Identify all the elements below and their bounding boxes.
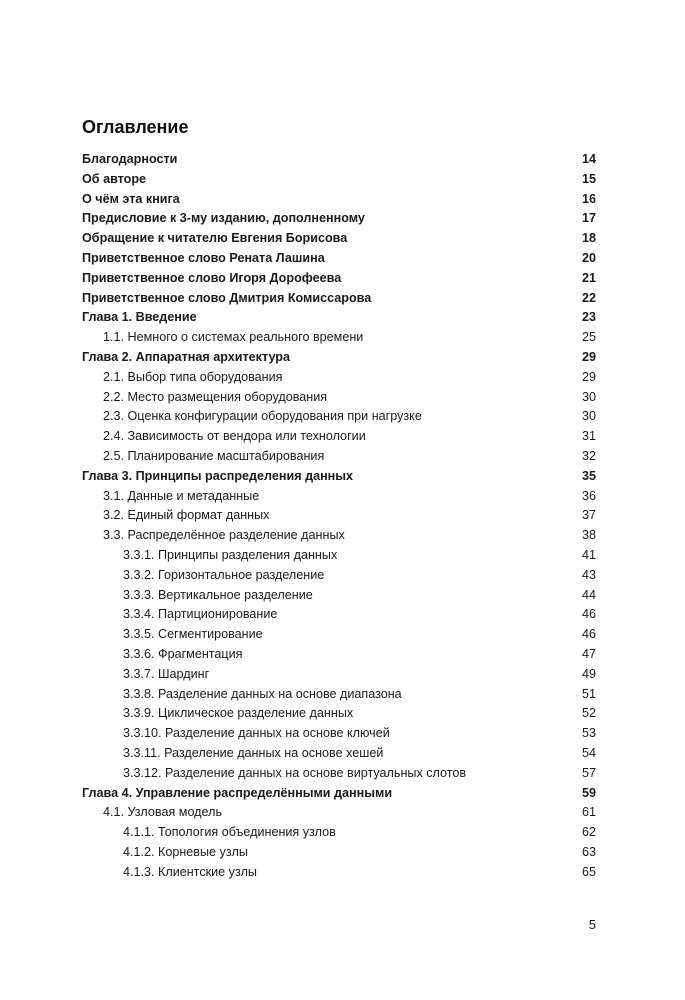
toc-entry-page: 36	[581, 488, 596, 503]
toc-entry-title: 3.3.11. Разделение данных на основе хешей	[123, 745, 384, 760]
toc-entry[interactable]	[82, 407, 596, 427]
toc-entry-page: 18	[581, 231, 596, 246]
toc-entry-page: 29	[581, 369, 596, 384]
toc-entry[interactable]	[82, 209, 596, 229]
toc-entry-title: Приветственное слово Дмитрия Комиссарова	[82, 290, 372, 305]
toc-entry-page: 62	[581, 825, 596, 840]
toc-entry-page: 43	[581, 567, 596, 582]
toc-entry-title: 4.1.2. Корневые узлы	[123, 844, 248, 859]
toc-entry[interactable]	[82, 665, 596, 685]
toc-entry-page: 23	[581, 310, 596, 325]
toc-entry[interactable]	[82, 863, 596, 883]
toc-entry-page: 21	[581, 270, 596, 285]
toc-entry-page: 32	[581, 448, 596, 463]
toc-entry[interactable]	[82, 605, 596, 625]
toc-entry[interactable]	[82, 744, 596, 764]
toc-entry[interactable]	[82, 190, 596, 210]
toc-entry-title: 3.3.4. Партиционирование	[123, 607, 278, 622]
toc-entry-page: 44	[581, 587, 596, 602]
toc-entry-page: 63	[581, 844, 596, 859]
toc-entry-page: 30	[581, 389, 596, 404]
toc-entry[interactable]	[82, 704, 596, 724]
toc-entry[interactable]	[82, 566, 596, 586]
toc-entry-title: 3.3. Распределённое разделение данных	[103, 528, 345, 543]
toc-entry[interactable]	[82, 308, 596, 328]
toc-entry-title: 3.3.5. Сегментирование	[123, 627, 263, 642]
toc-entry-page: 29	[581, 349, 596, 364]
toc-entry-title: Глава 3. Принципы распределения данных	[82, 468, 354, 483]
toc-entry-page: 47	[581, 646, 596, 661]
toc-entry[interactable]	[82, 289, 596, 309]
toc-entry[interactable]	[82, 388, 596, 408]
toc-entry-title: Глава 4. Управление распределёнными данными	[82, 785, 393, 800]
toc-entry-title: 3.3.8. Разделение данных на основе диапазона	[123, 686, 402, 701]
toc-entry-page: 35	[581, 468, 596, 483]
toc-entry-page: 57	[581, 765, 596, 780]
toc-entry-page: 49	[581, 666, 596, 681]
toc-entry-page: 20	[581, 250, 596, 265]
toc-entry-title: 3.2. Единый формат данных	[103, 508, 270, 523]
toc-entry-title: 3.3.7. Шардинг	[123, 666, 210, 681]
toc-entry-page: 15	[581, 171, 596, 186]
toc-entry-page: 51	[581, 686, 596, 701]
toc-entry-title: 3.1. Данные и метаданные	[103, 488, 260, 503]
toc-entry[interactable]	[82, 586, 596, 606]
toc-entry[interactable]	[82, 348, 596, 368]
toc-entry[interactable]	[82, 506, 596, 526]
toc-entry[interactable]	[82, 645, 596, 665]
toc-entry-title: 3.3.9. Циклическое разделение данных	[123, 706, 354, 721]
toc-entry-title: 2.1. Выбор типа оборудования	[103, 369, 283, 384]
toc-entry-title: 2.4. Зависимость от вендора или технологии	[103, 429, 366, 444]
toc-entry-title: Глава 1. Введение	[82, 310, 197, 325]
toc-entry-title: Благодарности	[82, 152, 178, 166]
toc-entry[interactable]	[82, 229, 596, 249]
page-number: 5	[588, 917, 596, 932]
toc-entry-page: 22	[581, 290, 596, 305]
toc-entry-title: 2.3. Оценка конфигурации оборудования при нагрузке	[103, 409, 422, 424]
toc-list	[82, 150, 596, 882]
toc-entry-page: 14	[581, 152, 596, 166]
toc-entry[interactable]	[82, 427, 596, 447]
toc-entry[interactable]	[82, 328, 596, 348]
toc-entry-page: 17	[581, 211, 596, 226]
toc-entry-page: 38	[581, 528, 596, 543]
toc-entry-page: 25	[581, 330, 596, 345]
toc-entry[interactable]	[82, 269, 596, 289]
toc-entry[interactable]	[82, 803, 596, 823]
toc-entry-page: 16	[581, 191, 596, 206]
toc-entry[interactable]	[82, 368, 596, 388]
toc-entry-title: 3.3.1. Принципы разделения данных	[123, 547, 338, 562]
toc-entry[interactable]	[82, 843, 596, 863]
toc-entry-title: 2.2. Место размещения оборудования	[103, 389, 328, 404]
toc-entry-title: 2.5. Планирование масштабирования	[103, 448, 325, 463]
toc-entry[interactable]	[82, 823, 596, 843]
toc-entry-title: О чём эта книга	[82, 191, 180, 206]
toc-entry[interactable]	[82, 467, 596, 487]
toc-entry-title: Приветственное слово Рената Лашина	[82, 250, 325, 265]
toc-entry[interactable]	[82, 526, 596, 546]
toc-entry-page: 37	[581, 508, 596, 523]
toc-entry-title: 3.3.10. Разделение данных на основе ключей	[123, 726, 390, 741]
toc-entry-page: 61	[581, 805, 596, 820]
toc-entry[interactable]	[82, 447, 596, 467]
toc-entry-title: Глава 2. Аппаратная архитектура	[82, 349, 290, 364]
toc-entry[interactable]	[82, 249, 596, 269]
toc-entry-title: Обращение к читателю Евгения Борисова	[82, 231, 348, 246]
toc-entry-title: 3.3.2. Горизонтальное разделение	[123, 567, 325, 582]
toc-entry[interactable]	[82, 685, 596, 705]
toc-entry-page: 30	[581, 409, 596, 424]
toc-entry-page: 31	[581, 429, 596, 444]
toc-entry[interactable]	[82, 625, 596, 645]
toc-entry[interactable]	[82, 784, 596, 804]
toc-entry-page: 59	[581, 785, 596, 800]
toc-entry[interactable]	[82, 487, 596, 507]
toc-entry-page: 46	[581, 607, 596, 622]
toc-entry-page: 53	[581, 726, 596, 741]
toc-entry-title: 4.1. Узловая модель	[103, 805, 223, 820]
toc-entry[interactable]	[82, 150, 596, 170]
toc-entry-title: 3.3.6. Фрагментация	[123, 646, 243, 661]
toc-entry-title: 3.3.3. Вертикальное разделение	[123, 587, 313, 602]
toc-entry-page: 52	[581, 706, 596, 721]
toc-entry-page: 46	[581, 627, 596, 642]
toc-entry-title: Об авторе	[82, 171, 147, 186]
toc-entry-title: 4.1.1. Топология объединения узлов	[123, 825, 336, 840]
toc-entry-title: Предисловие к 3-му изданию, дополненному	[82, 211, 365, 226]
toc-entry[interactable]	[82, 764, 596, 784]
toc-entry-title: 1.1. Немного о системах реального времени	[103, 330, 364, 345]
toc-entry-title: 3.3.12. Разделение данных на основе виртуальных слотов	[123, 765, 467, 780]
toc-title: Оглавление	[82, 117, 189, 137]
toc-entry-page: 65	[581, 864, 596, 879]
toc-entry-page: 41	[581, 547, 596, 562]
toc-entry[interactable]	[82, 546, 596, 566]
toc-entry[interactable]	[82, 170, 596, 190]
toc-entry-page: 54	[581, 745, 596, 760]
toc-entry-title: Приветственное слово Игоря Дорофеева	[82, 270, 342, 285]
toc-entry[interactable]	[82, 724, 596, 744]
toc-entry-title: 4.1.3. Клиентские узлы	[123, 864, 257, 879]
